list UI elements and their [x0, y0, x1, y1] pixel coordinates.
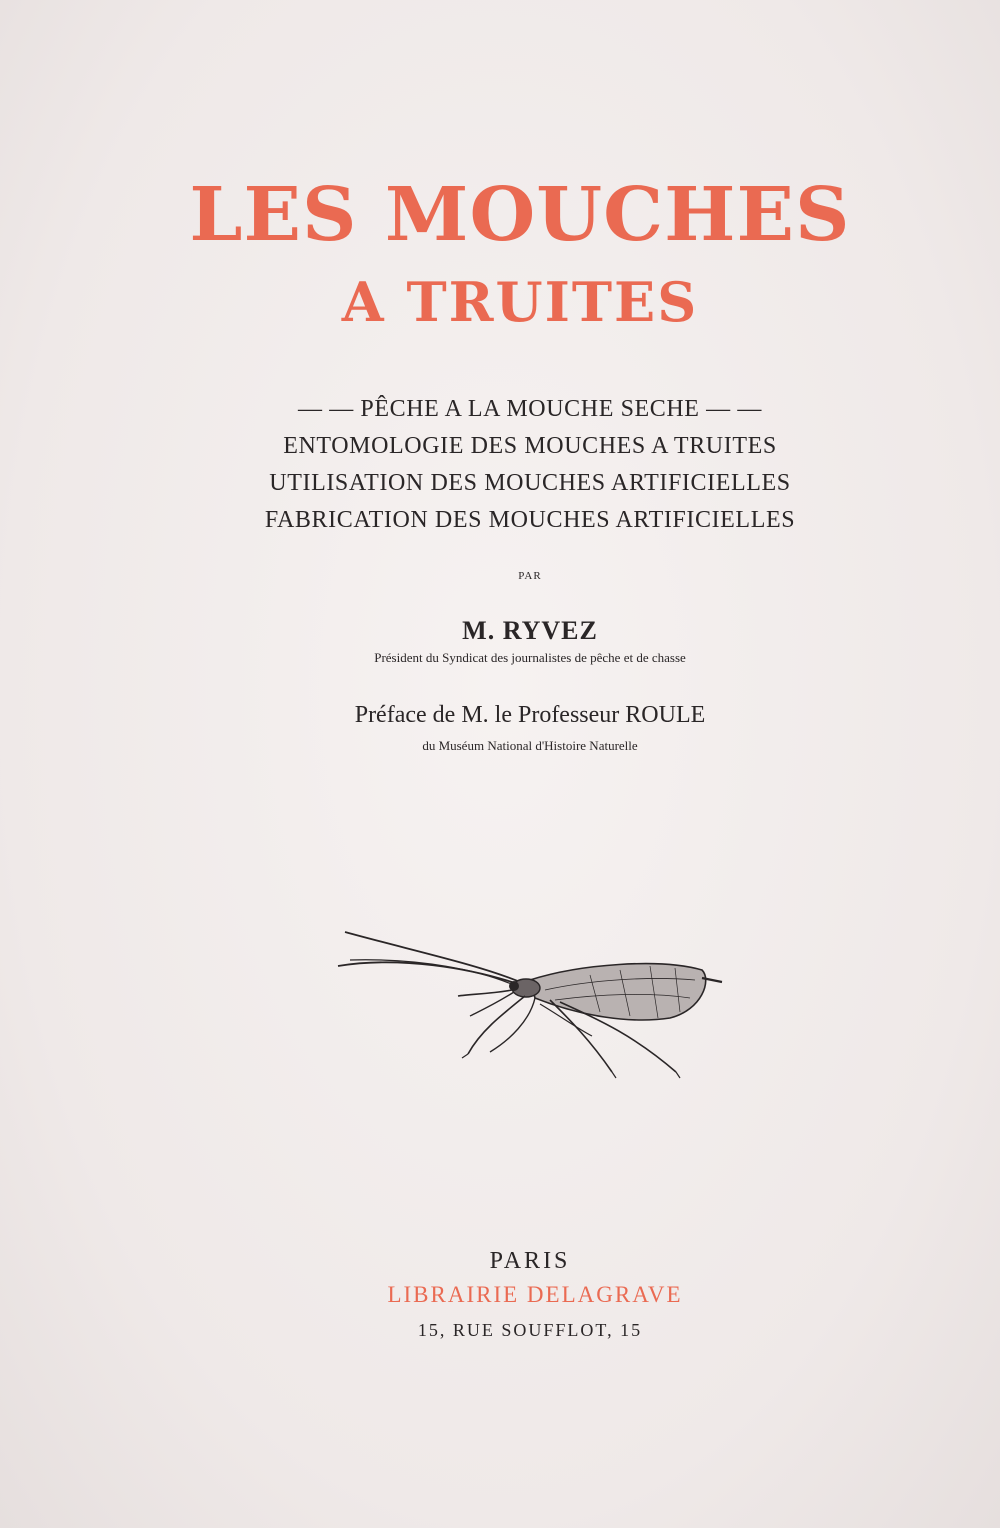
author-name: M. RYVEZ [462, 616, 598, 645]
publisher-name: LIBRAIRIE DELAGRAVE [387, 1282, 683, 1307]
subtitle-fabrication: FABRICATION DES MOUCHES ARTIFICIELLES [264, 507, 796, 533]
subtitle-peche: — — PÊCHE A LA MOUCHE SECHE — — [298, 396, 762, 422]
subtitle-utilisation: UTILISATION DES MOUCHES ARTIFICIELLES [269, 470, 791, 496]
title-line-2: A TRUITES [341, 270, 699, 334]
author-role: Président du Syndicat des journalistes de pêche et de chasse [374, 650, 686, 665]
subtitle-entomologie: ENTOMOLOGIE DES MOUCHES A TRUITES [283, 433, 777, 459]
publication-city: PARIS [489, 1248, 571, 1274]
caddis-fly-illustration [330, 920, 730, 1080]
title-line-1: LES MOUCHES [189, 172, 851, 258]
preface-role: du Muséum National d'Histoire Naturelle [422, 738, 638, 753]
par-label: PAR [518, 570, 542, 582]
preface-credit: Préface de M. le Professeur ROULE [354, 702, 706, 728]
publisher-address: 15, RUE SOUFFLOT, 15 [417, 1320, 643, 1340]
